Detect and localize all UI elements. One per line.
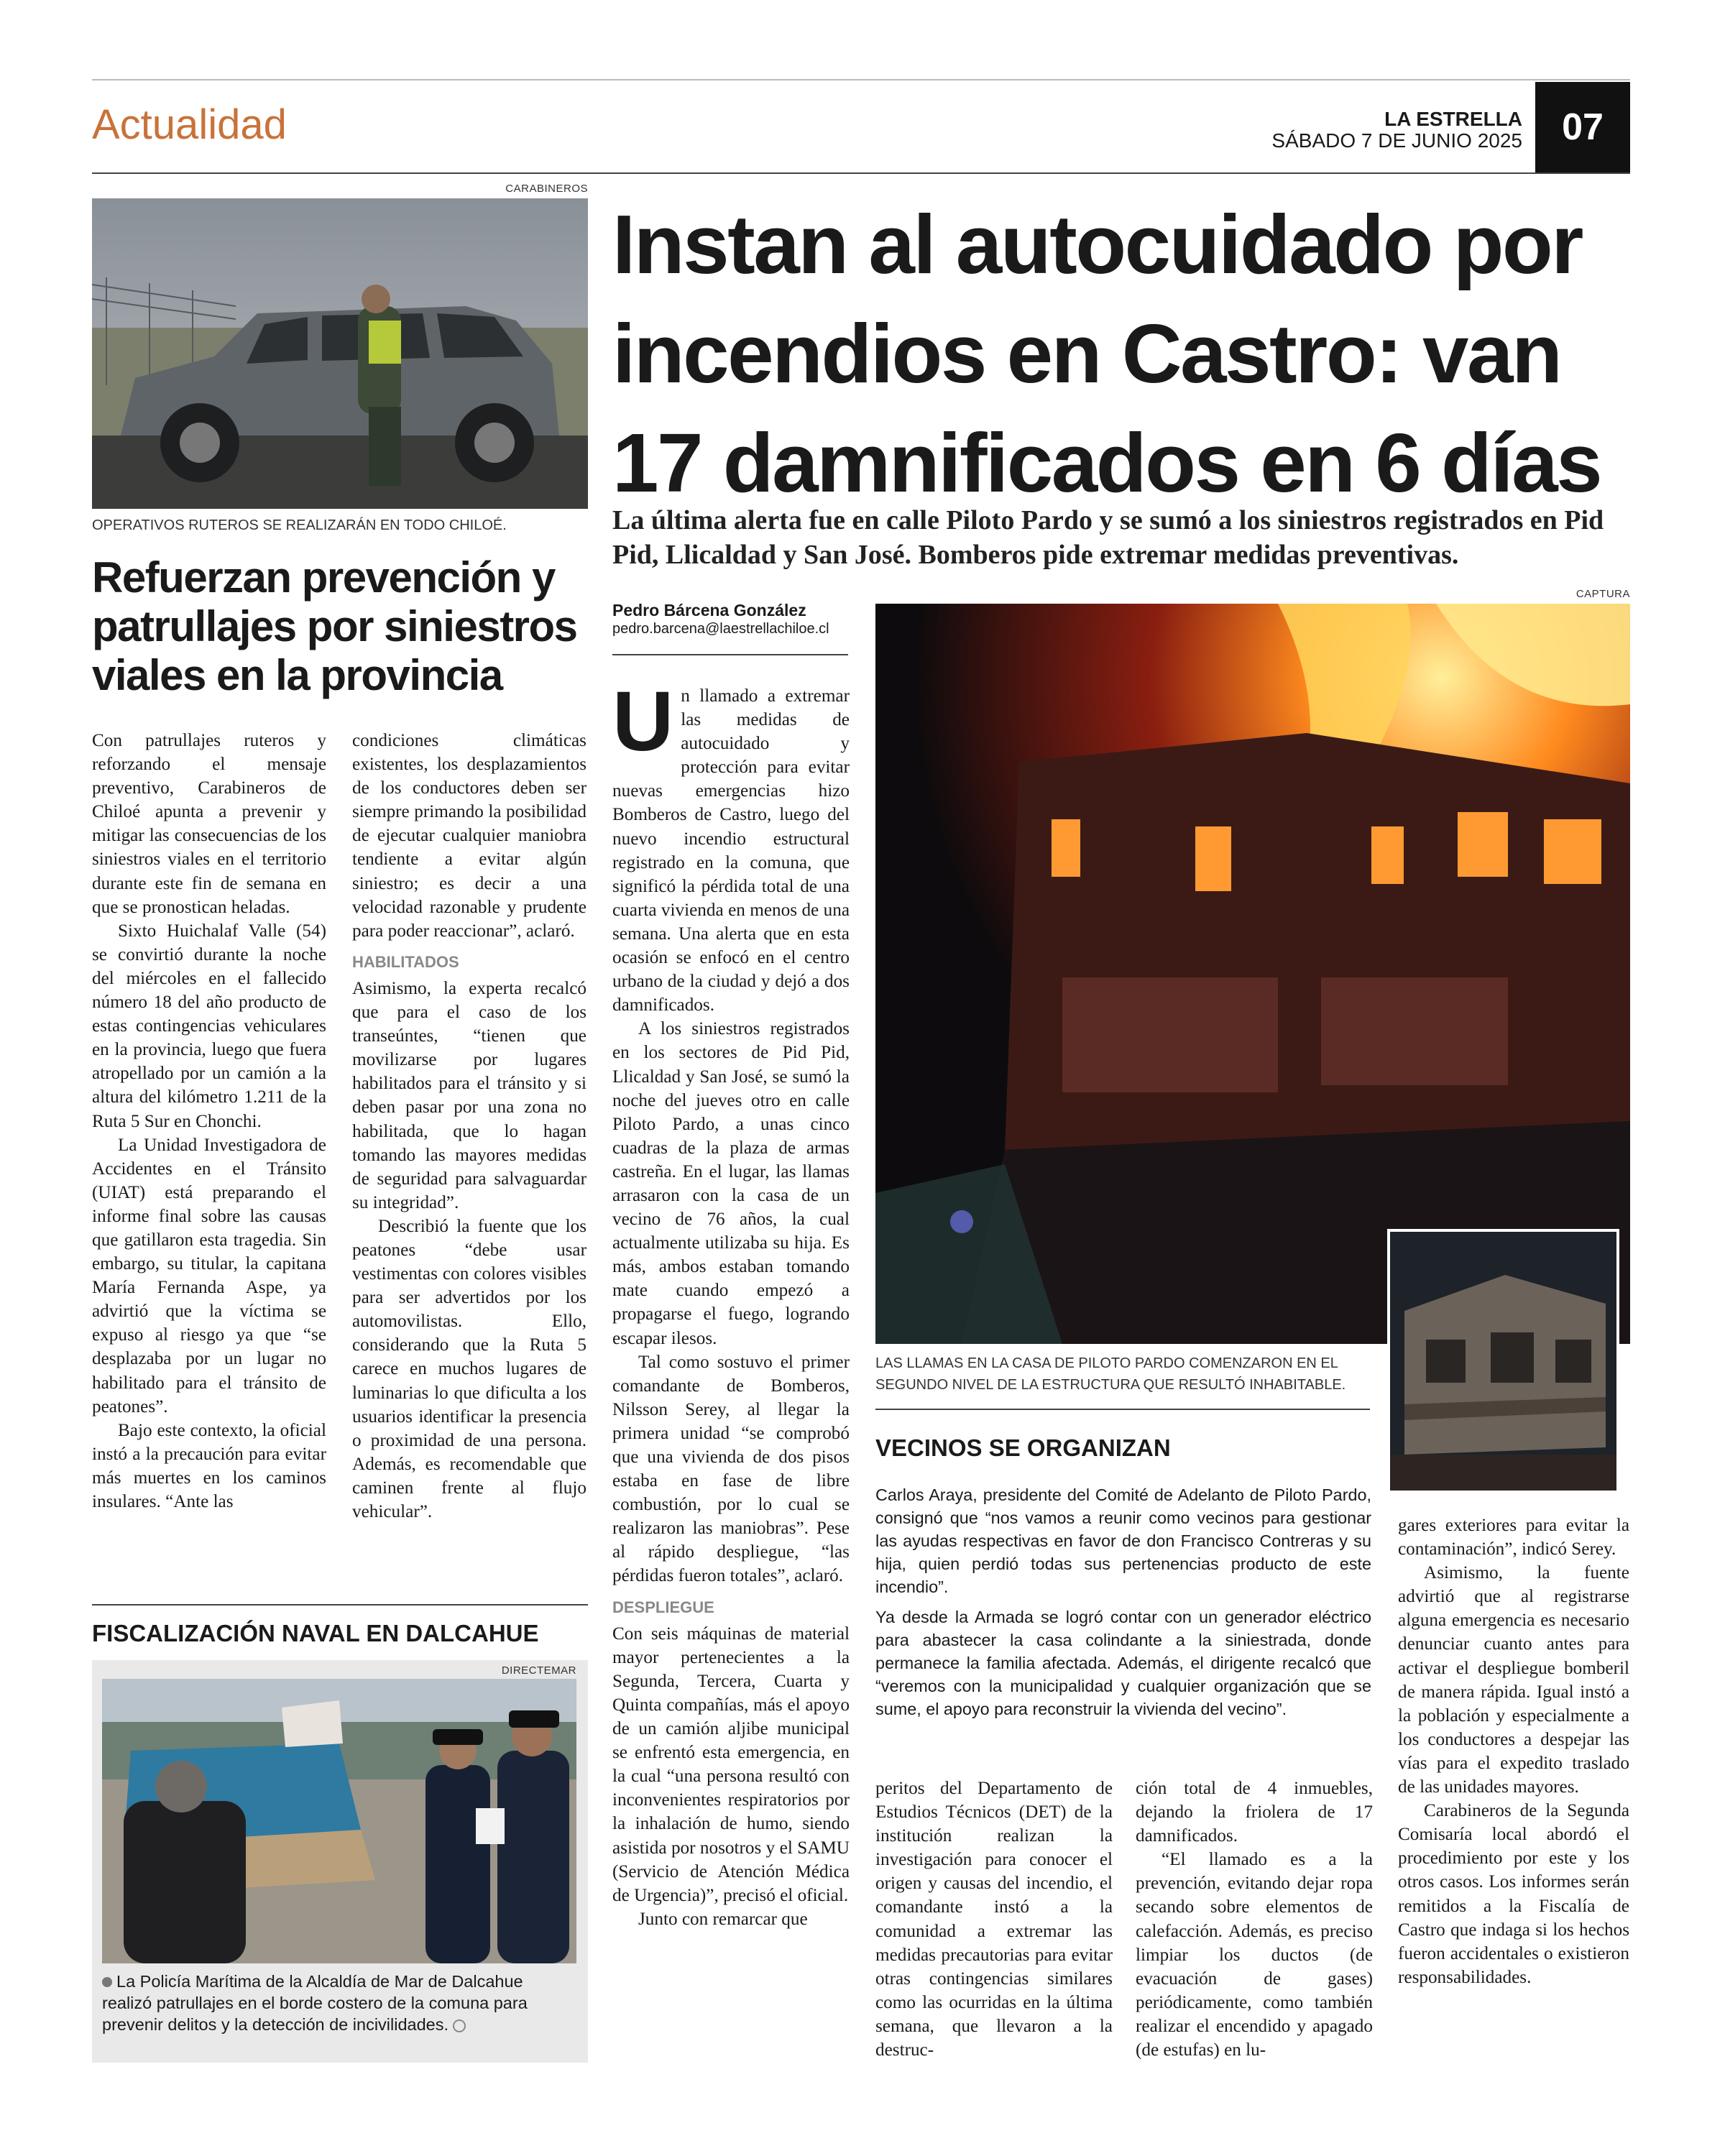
paragraph: Asimismo, la experta recalcó que para el caso de los transeúntes, “tienen que movilizarse por lugares habilitados para el tránsito y si deben pasar por una zona no habilitada, que lo hagan tomando las mayores medidas de seguridad para salvaguardar su integridad”. xyxy=(352,978,586,1212)
story-headline: Refuerzan prevención y patrullajes por siniestros viales en la provincia xyxy=(92,553,577,699)
byline-name: Pedro Bárcena González xyxy=(612,601,806,619)
story-column-1 xyxy=(92,729,326,1514)
paragraph: n llamado a extremar las medidas de autocuidado y protección para evitar nuevas emergencias hizo Bomberos de Castro, luego del nuevo incendio estructural registrado en la comuna, que significó la pérdida total de una cuarta vivienda en menos de una semana. Una alerta que en esta ocasión se enfocó en el centro urbano de la ciudad y dejó a dos damnificados. xyxy=(612,686,850,1015)
paragraph: Tal como sostuvo el primer comandante de Bomberos, Nilsson Serey, al llegar la primera unidad “se comprobó que una vivienda de dos pisos estaba en fase de libre combustión, por lo cual se realizaron las maniobras”. Pese al rápido despliegue, “las pérdidas fueron totales”, aclaró. xyxy=(612,1352,850,1586)
paragraph: Con patrullajes ruteros y reforzando el mensaje preventivo, Carabineros de Chiloé apunta a prevenir y mitigar las consecuencias de los siniestros viales en el territorio durante este fin de semana en que se pronostican heladas. xyxy=(92,731,326,917)
paragraph: condiciones climáticas existentes, los desplazamientos de los conductores deben ser siempre primando la posibilidad de ejecutar cualquier maniobra tendiente a evitar algún siniestro; es decir a una velocidad razonable y prudente para poder reaccionar”, aclaró. xyxy=(352,731,586,941)
paragraph: “El llamado es a la prevención, evitando dejar ropa secando sobre elementos de calefacción. Además, es preciso limpiar los ductos (de evacuación de gases) periódicamente, como también realizar el encendido y apagado (de estufas) en lu- xyxy=(1136,1850,1373,2060)
photo-credit: DIRECTEMAR xyxy=(501,1664,576,1677)
brief-title: FISCALIZACIÓN NAVAL EN DALCAHUE xyxy=(92,1620,539,1646)
paragraph: Carabineros de la Segunda Comisaría local abordó el procedimiento por este y los otros casos. Los informes serán remitidos a la Fiscalía de Castro que indaga si los hechos fueron accidentales o existieron responsabilidades. xyxy=(1398,1801,1629,1987)
paragraph: Carlos Araya, presidente del Comité de Adelanto de Piloto Pardo, consignó que “nos vamos a reunir como vecinos para gestionar las ayudas respectivas en favor de don Francisco Contreras y su hija, quien perdió todas sus pertenencias producto de este incendio”. xyxy=(875,1485,1371,1596)
drop-cap: U xyxy=(612,674,674,769)
subhead: DESPLIEGUE xyxy=(612,1598,714,1616)
main-column-3 xyxy=(1136,1777,1373,2062)
section-label: Actualidad xyxy=(92,101,287,148)
paragraph: ción total de 4 inmuebles, dejando la friolera de 17 damnificados. xyxy=(1136,1779,1373,1846)
paragraph: gares exteriores para evitar la contaminación”, indicó Serey. xyxy=(1398,1516,1629,1560)
burned-house-inset-photo xyxy=(1387,1229,1619,1493)
paragraph: Describió la fuente que los peatones “debe usar vestimentas con colores visibles para ser advertidos por los automovilistas. Ello, considerando que la Ruta 5 carece en muchos lugares de luminarias lo que dificulta a los usuarios identificar la presencia o proximidad de una persona. Además, es recomendable que caminen frente al flujo vehicular”. xyxy=(352,1216,586,1521)
main-column-4 xyxy=(1398,1514,1629,1989)
paragraph: Ya desde la Armada se logró contar con un generador eléctrico para abastecer la casa colindante a la siniestrada, donde permanece la familia afectada. Además, el dirigente recalcó que “veremos con la municipalidad y cualquier organización que se sume, el apoyo para reconstruir la vivienda del vecino”. xyxy=(875,1608,1371,1718)
byline-email: pedro.barcena@laestrellachiloe.cl xyxy=(612,621,829,637)
paragraph: Sixto Huichalaf Valle (54) se convirtió durante la noche del miércoles en el fallecido número 18 del año producto de estas contingencias vehiculares en la provincia, luego que fuera atropellado por un camión a la altura del kilómetro 1.211 de la Ruta 5 Sur en Chonchi. xyxy=(92,921,326,1131)
main-headline: Instan al autocuidado por incendios en Castro: van 17 damnificados en 6 días xyxy=(612,198,1601,510)
header-rule xyxy=(92,172,1630,174)
photo-caption: LAS LLAMAS EN LA CASA DE PILOTO PARDO COMENZARON EN EL SEGUNDO NIVEL DE LA ESTRUCTURA QUE RESULTÓ INHABITABLE. xyxy=(875,1355,1346,1393)
photo-caption: OPERATIVOS RUTEROS SE REALIZARÁN EN TODO CHILOÉ. xyxy=(92,517,507,533)
bullet-icon xyxy=(102,1977,112,1987)
top-rule xyxy=(92,79,1630,80)
paragraph: La Unidad Investigadora de Accidentes en el Tránsito (UIAT) está preparando el informe final sobre las causas que gatillaron esta tragedia. Sin embargo, su titular, la capitana María Fernanda Aspe, ya advirtió que la víctima se expuso al riesgo ya que “se desplazaba por un lugar no habilitado para el tránsito de peatones”. xyxy=(92,1135,326,1416)
byline-rule xyxy=(612,654,848,655)
main-column-2 xyxy=(875,1777,1113,2062)
brief-caption-wrap xyxy=(102,1971,562,2035)
paragraph: peritos del Departamento de Estudios Técnicos (DET) de la institución realizan la investigación para conocer el origen y causas del incendio, el comandante instó a la comunidad a extremar las medidas precautorias para evitar otras contingencias similares como las ocurridas en la última semana, que llevaron a la destruc- xyxy=(875,1779,1113,2060)
photo-credit: CAPTURA xyxy=(1576,588,1630,600)
story-column-2 xyxy=(352,729,586,1524)
paragraph: Junto con remarcar que xyxy=(638,1909,808,1929)
paragraph: A los siniestros registrados en los sectores de Pid Pid, Llicaldad y San José, se sumó la noche del jueves otro en calle Piloto Pardo, a unas cinco cuadras de la plaza de armas castreña. En el lugar, las llamas arrasaron con la casa de un vecino de 76 años, la cual actualmente utilizaba su hija. Es más, ambos estaban tomando mate cuando empezó a propagarse el fuego, lograndо escapar ilesos. xyxy=(612,1019,850,1348)
paper-name: LA ESTRELLA xyxy=(1384,108,1522,130)
end-mark-icon xyxy=(453,2019,466,2032)
issue-date: SÁBADO 7 DE JUNIO 2025 xyxy=(1271,129,1522,152)
subhead: HABILITADOS xyxy=(352,952,459,971)
photo-credit: CARABINEROS xyxy=(505,183,588,195)
car-checkpoint-photo xyxy=(92,198,588,509)
paragraph: Asimismo, la fuente advirtió que al registrarse alguna emergencia es necesario denunciar cuanto antes para activar el despliegue bomberil de manera rápida. Igual instó a la población y especialmente a los conductores a despejar las vías para el expedito traslado de las unidades mayores. xyxy=(1398,1563,1629,1797)
sidebar-rule xyxy=(875,1409,1370,1410)
main-deck: La última alerta fue en calle Piloto Pardo y se sumó a los siniestros registrados en Pid Pid, Llicaldad y San José. Bomberos pide extremar medidas preventivas. xyxy=(612,505,1604,570)
brief-caption: La Policía Marítima de la Alcaldía de Mar de Dalcahue realizó patrullajes en el borde costero de la comuna para prevenir delitos y la detección de incivilidades. xyxy=(102,1972,528,2034)
sidebar-title: VECINOS SE ORGANIZAN xyxy=(875,1434,1171,1461)
paragraph: Bajo este contexto, la oficial instó a la precaución para evitar más muertes en los caminos insulares. “Ante las xyxy=(92,1420,326,1511)
sidebar-text xyxy=(875,1483,1371,1720)
brief-rule xyxy=(92,1604,588,1606)
paragraph: Con seis máquinas de material mayor pertenecientes a la Segunda, Tercera, Cuarta y Quinta compañías, más el apoyo de un camión aljibe municipal se enfrentó esta emergencia, en la cual “una persona resultó con inconvenientes respiratorios por la inhalación de humo, siendo asistida por nosotros y el SAMU (Servicio de Atención Médica de Urgencia)”, precisó el oficial. xyxy=(612,1623,850,1905)
main-column-1 xyxy=(612,674,850,1931)
page-number: 07 xyxy=(1535,82,1630,172)
naval-patrol-photo xyxy=(102,1679,576,1963)
